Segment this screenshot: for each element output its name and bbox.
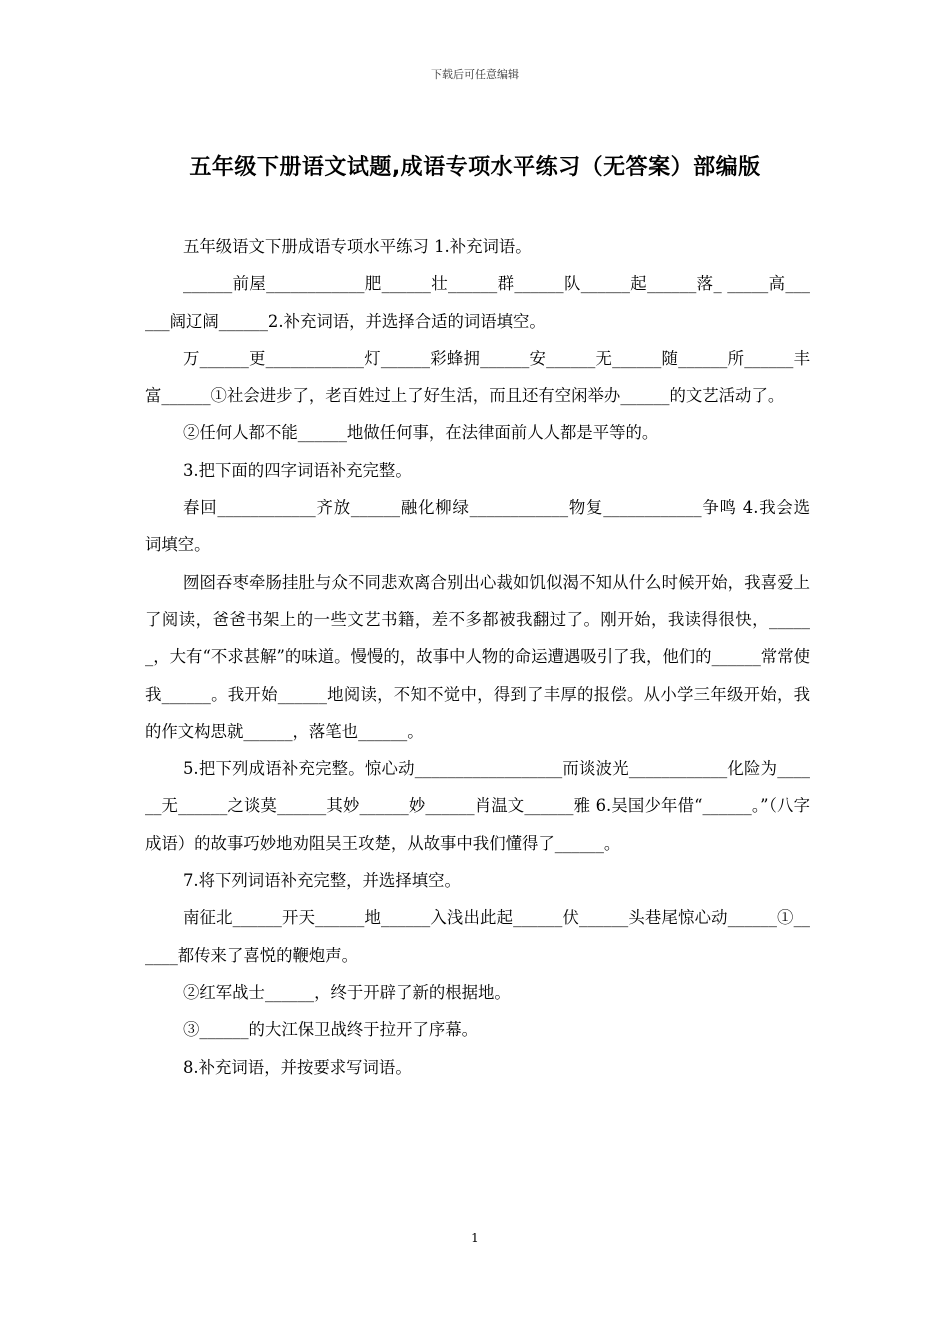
paragraph-q3-words: 春回____________齐放______融化柳绿____________物复____________争鸣 4.我会选词填空。 xyxy=(145,498,810,555)
document-body xyxy=(145,228,810,1086)
paragraph-q7-words: 南征北______开天______地______入浅出此起______伏______头巷尾惊心动______①______都传来了喜悦的鞭炮声。 xyxy=(145,908,810,965)
paragraph-q3-prompt: 3.把下面的四字词语补充完整。 xyxy=(183,460,412,480)
paragraph-q2-words: 万______更____________灯______彩蜂拥______安______无______随______所______丰富______①社会进步了，老百姓过上了好生活，而且还有空闲举办______的文艺活动了。 xyxy=(145,348,810,406)
page-number: 1 xyxy=(471,1231,479,1245)
paragraph-q7-item3: ③______的大江保卫战终于拉开了序幕。 xyxy=(183,1020,479,1040)
paragraph-intro: 五年级语文下册成语专项水平练习 1.补充词语。 xyxy=(183,237,532,256)
paragraph-q4-passage: 囫囵吞枣牵肠挂肚与众不同悲欢离合别出心裁如饥似渴不知从什么时候开始，我喜爱上了阅读，爸爸书架上的一些文艺书籍，差不多都被我翻过了。刚开始，我读得很快，______，大有“不求甚解”的味道。慢慢的，故事中人物的命运遭遇吸引了我，他们的______常常使我______。我开始______地阅读，不知不觉中，得到了丰厚的报偿。从小学三年级开始，我的作文构思就______，落笔也______。 xyxy=(145,572,810,741)
paragraph-q2-item2: ②任何人都不能______地做任何事，在法律面前人人都是平等的。 xyxy=(183,423,659,443)
paragraph-q7-prompt: 7.将下列词语补充完整，并选择填空。 xyxy=(183,871,461,891)
paragraph-q1-words: ______前屋____________肥______壮______群______队______起______落_ _____高______阔辽阔______2.补充词语，并选择合适的词语填空。 xyxy=(145,274,810,331)
paragraph-q7-item2: ②红军战士______，终于开辟了新的根据地。 xyxy=(183,982,511,1002)
document-title: 五年级下册语文试题,成语专项水平练习（无答案）部编版 xyxy=(189,155,761,180)
paragraph-q5-q6: 5.把下列成语补充完整。惊心动__________________而谈波光____________化险为______无______之谈莫______其妙______妙______肖温文______雅 6.吴国少年借“______。”（八字成语）的故事巧妙地劝阻吴王攻楚，从故事中我们懂得了______。 xyxy=(145,759,810,853)
paragraph-q8-prompt: 8.补充词语，并按要求写词语。 xyxy=(183,1057,412,1077)
header-note: 下载后可任意编辑 xyxy=(431,68,519,81)
